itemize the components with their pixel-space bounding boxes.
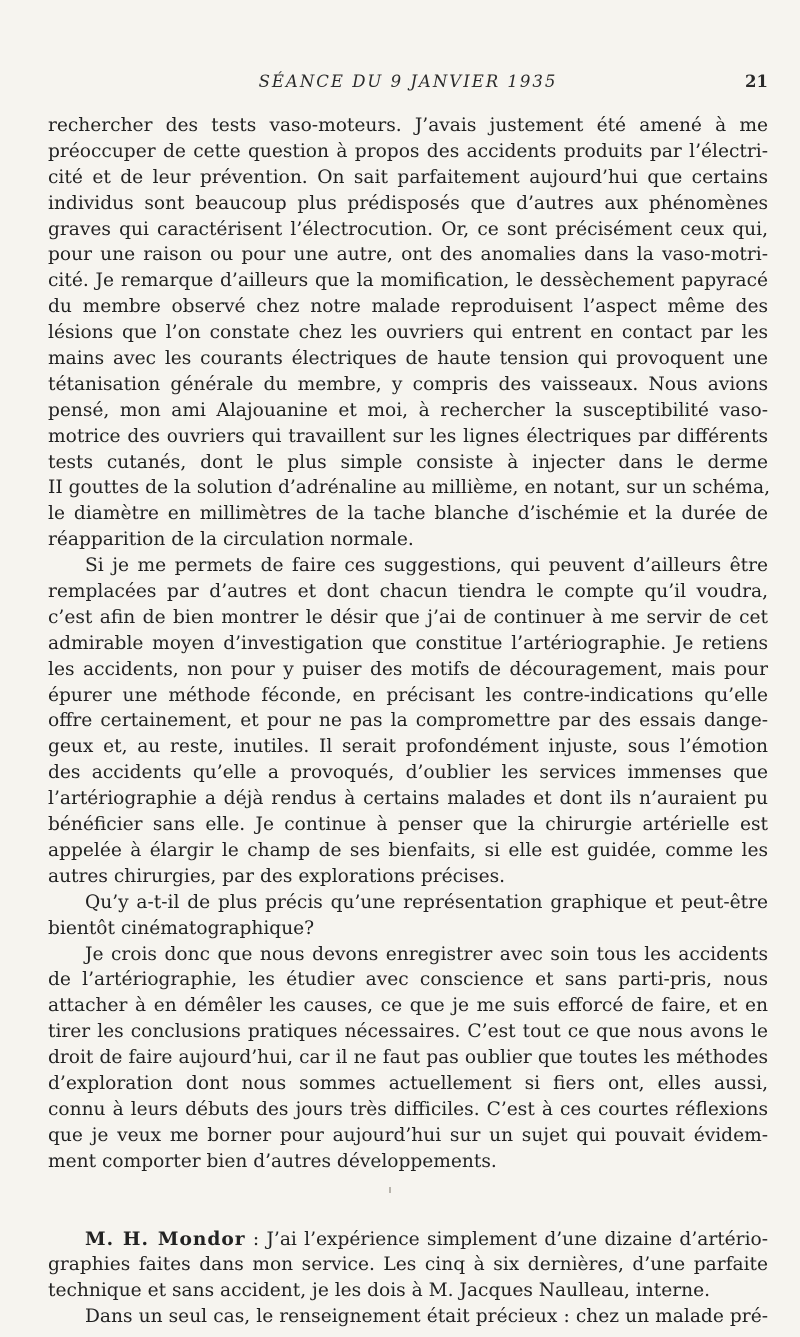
text-line: Je crois donc que nous devons enregistrer avec soin tous les accidents [85, 943, 768, 965]
text-line: II gouttes de la solution d’adrénaline au millième, en notant, sur un schéma, [48, 477, 770, 499]
text-line: de l’artériographie, les étudier avec conscience et sans parti-pris, nous [48, 969, 768, 991]
text-line: bientôt cinématographique? [48, 917, 315, 939]
paragraph-conclusions [48, 942, 768, 1175]
running-head: SÉANCE DU 9 JANVIER 1935 [258, 72, 558, 91]
text-line: technique et sans accident, je les dois à M. Jacques Naulleau, interne. [48, 1280, 711, 1302]
speaker-statement: : J’ai l’expérience simplement d’une dizaine d’artério- [245, 1228, 768, 1250]
text-line: cité et de leur prévention. On sait parfaitement aujourd’hui que certains [48, 166, 768, 188]
text-line: rechercher des tests vaso-moteurs. J’avais justement été amené à me [48, 115, 768, 136]
text-line: motrice des ouvriers qui travaillent sur les lignes électriques par différents [48, 425, 768, 447]
text-line: Qu’y a-t-il de plus précis qu’une représentation graphique et peut-être [85, 891, 768, 913]
text-line: admirable moyen d’investigation que constitue l’artériographie. Je retiens [48, 632, 768, 654]
page-header [48, 72, 768, 96]
text-line: individus sont beaucoup plus prédisposés que d’autres aux phénomènes [48, 192, 768, 214]
text-line: épurer une méthode féconde, en précisant les contre-indications qu’elle [48, 684, 768, 706]
page-number: 21 [745, 72, 768, 91]
text-line: c’est afin de bien montrer le désir que j’ai de continuer à me servir de cet [48, 606, 768, 628]
text-line: le diamètre en millimètres de la tache blanche d’ischémie et la durée de [48, 503, 768, 525]
text-line: les accidents, non pour y puiser des motifs de découragement, mais pour [48, 658, 768, 680]
text-line: pensé, mon ami Alajouanine et moi, à rechercher la susceptibilité vaso- [48, 399, 768, 421]
text-line: droit de faire aujourd’hui, car il ne faut pas oublier que toutes les méthodes [48, 1047, 768, 1069]
text-line: remplacées par d’autres et dont chacun tiendra le compte qu’il voudra, [48, 581, 768, 603]
paragraph-vaso-motor-tests [48, 113, 768, 553]
text-line: réapparition de la circulation normale. [48, 529, 414, 551]
text-line: préoccuper de cette question à propos des accidents produits par l’électri- [48, 140, 768, 162]
body-text [48, 113, 768, 1330]
paragraph-suggestions [48, 553, 768, 890]
text-line: bénéficier sans elle. Je continue à penser que la chirurgie artérielle est [48, 814, 768, 836]
speaker-name: M. H. Mondor [85, 1228, 246, 1250]
text-line: l’artériographie a déjà rendus à certains malades et dont ils n’auraient pu [48, 788, 768, 810]
text-line: attacher à en démêler les causes, ce que je me suis efforcé de faire, et en [48, 995, 768, 1017]
text-line: graves qui caractérisent l’électrocution. Or, ce sont précisément ceux qui, [48, 218, 768, 240]
paragraph-single-case [48, 1304, 768, 1330]
text-line: ment comporter bien d’autres développements. [48, 1150, 497, 1172]
separator-mark [389, 1187, 391, 1193]
text-line: tétanisation générale du membre, y compris des vaisseaux. Nous avions [48, 373, 768, 395]
text-line: d’exploration dont nous sommes actuellement si fiers ont, elles aussi, [48, 1072, 768, 1094]
section-separator [48, 1175, 768, 1227]
text-line: mains avec les courants électriques de haute tension qui provoquent une [48, 348, 768, 370]
text-line: du membre observé chez notre malade reproduisent l’aspect même des [48, 296, 768, 318]
text-line: cité. Je remarque d’ailleurs que la momification, le dessèchement papyracé [48, 270, 768, 292]
text-line: lésions que l’on constate chez les ouvriers qui entrent en contact par les [48, 322, 768, 344]
text-line: que je veux me borner pour aujourd’hui sur un sujet qui pouvait évidem- [48, 1124, 768, 1146]
text-line: appelée à élargir le champ de ses bienfaits, si elle est guidée, comme les [48, 839, 768, 861]
text-line: tirer les conclusions pratiques nécessaires. C’est tout ce que nous avons le [48, 1021, 768, 1043]
text-line: graphies faites dans mon service. Les cinq à six dernières, d’une parfaite [48, 1254, 768, 1276]
text-line: Dans un seul cas, le renseignement était précieux : chez un malade pré- [85, 1306, 768, 1328]
text-line: tests cutanés, dont le plus simple consiste à injecter dans le derme [48, 451, 768, 473]
text-line: des accidents qu’elle a provoqués, d’oublier les services immenses que [48, 762, 768, 784]
text-line: connu à leurs débuts des jours très difficiles. C’est à ces courtes réflexions [48, 1098, 768, 1120]
text-line: pour une raison ou pour une autre, ont des anomalies dans la vaso-motri- [48, 244, 768, 266]
paragraph-mondor-remarks [48, 1227, 768, 1305]
text-line [48, 1227, 768, 1253]
text-line: geux et, au reste, inutiles. Il serait profondément injuste, sous l’émotion [48, 736, 768, 758]
text-line: offre certainement, et pour ne pas la compromettre par des essais dange- [48, 710, 768, 732]
paragraph-graphic-representation [48, 890, 768, 942]
text-line: autres chirurgies, par des explorations précises. [48, 865, 506, 887]
text-line: Si je me permets de faire ces suggestions, qui peuvent d’ailleurs être [85, 555, 768, 577]
